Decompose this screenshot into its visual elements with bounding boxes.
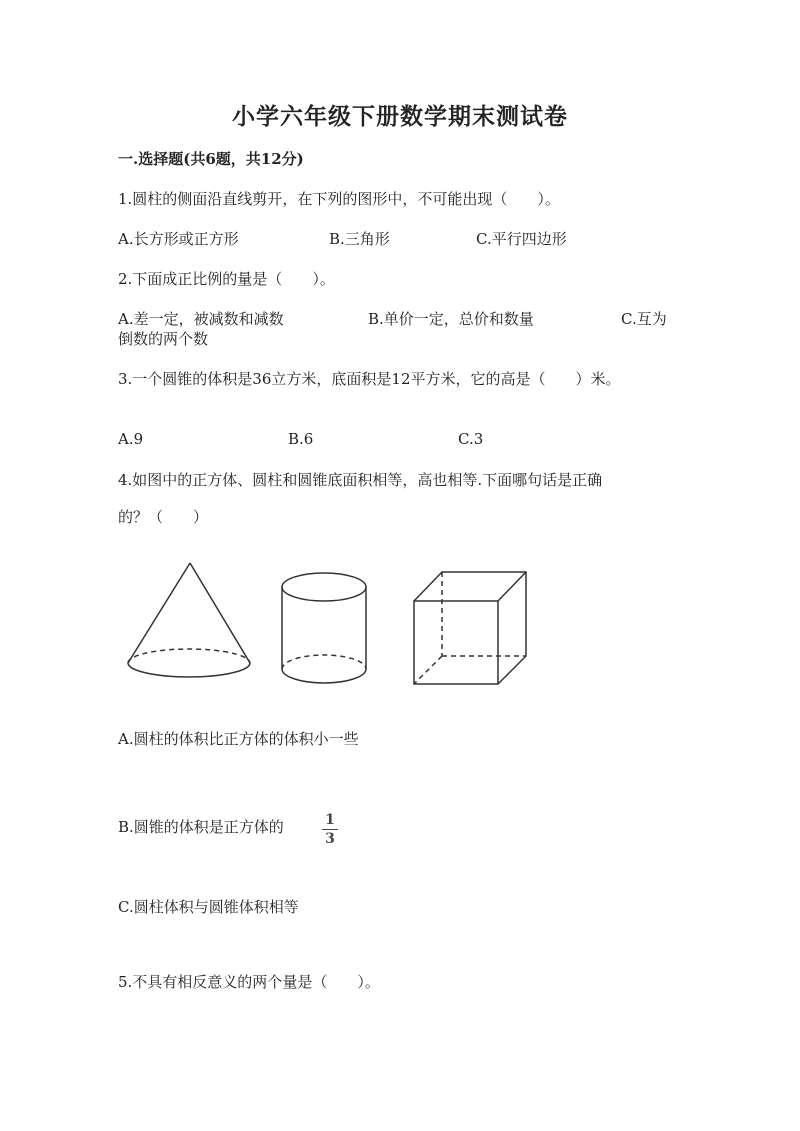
question-2-option-c-cont: 倒数的两个数 (118, 330, 209, 348)
question-2-stem: 2.下面成正比例的量是（ ）。 (118, 270, 335, 288)
question-1-option-b: B.三角形 (329, 230, 390, 248)
question-4-stem-cont: 的？（ ） (118, 508, 209, 526)
cylinder-shape (282, 573, 366, 683)
question-3-option-c: C.3 (458, 430, 484, 448)
solids-figure (118, 555, 538, 695)
cone-shape (128, 563, 250, 677)
question-4-option-b: B.圆锥的体积是正方体的 (118, 818, 284, 836)
question-2-option-b: B.单价一定，总价和数量 (368, 310, 534, 328)
question-3-option-a: A.9 (118, 430, 144, 448)
question-4-option-a: A.圆柱的体积比正方体的体积小一些 (118, 730, 359, 748)
question-5-stem: 5.不具有相反意义的两个量是（ ）。 (118, 973, 380, 991)
question-1-stem: 1.圆柱的侧面沿直线剪开，在下列的图形中，不可能出现（ ）。 (118, 190, 560, 208)
question-3-stem: 3.一个圆锥的体积是36立方米，底面积是12平方米，它的高是（ ）米。 (118, 370, 621, 388)
question-2-option-a: A.差一定，被减数和减数 (118, 310, 284, 328)
question-4-option-c: C.圆柱体积与圆锥体积相等 (118, 898, 299, 916)
cube-shape (414, 572, 526, 684)
section-heading: 一.选择题(共6题，共12分) (118, 150, 304, 168)
question-4-stem: 4.如图中的正方体、圆柱和圆锥底面积相等，高也相等.下面哪句话是正确 (118, 471, 603, 489)
fraction-numerator: 1 (325, 812, 335, 828)
fraction-bar (322, 829, 338, 830)
fraction-one-third (322, 812, 338, 847)
question-3-option-b: B.6 (288, 430, 314, 448)
fraction-denominator: 3 (325, 831, 335, 847)
question-1-option-c: C.平行四边形 (476, 230, 567, 248)
question-2-option-c: C.互为 (621, 310, 667, 328)
question-1-option-a: A.长方形或正方形 (118, 230, 239, 248)
page-title: 小学六年级下册数学期末测试卷 (232, 103, 568, 130)
